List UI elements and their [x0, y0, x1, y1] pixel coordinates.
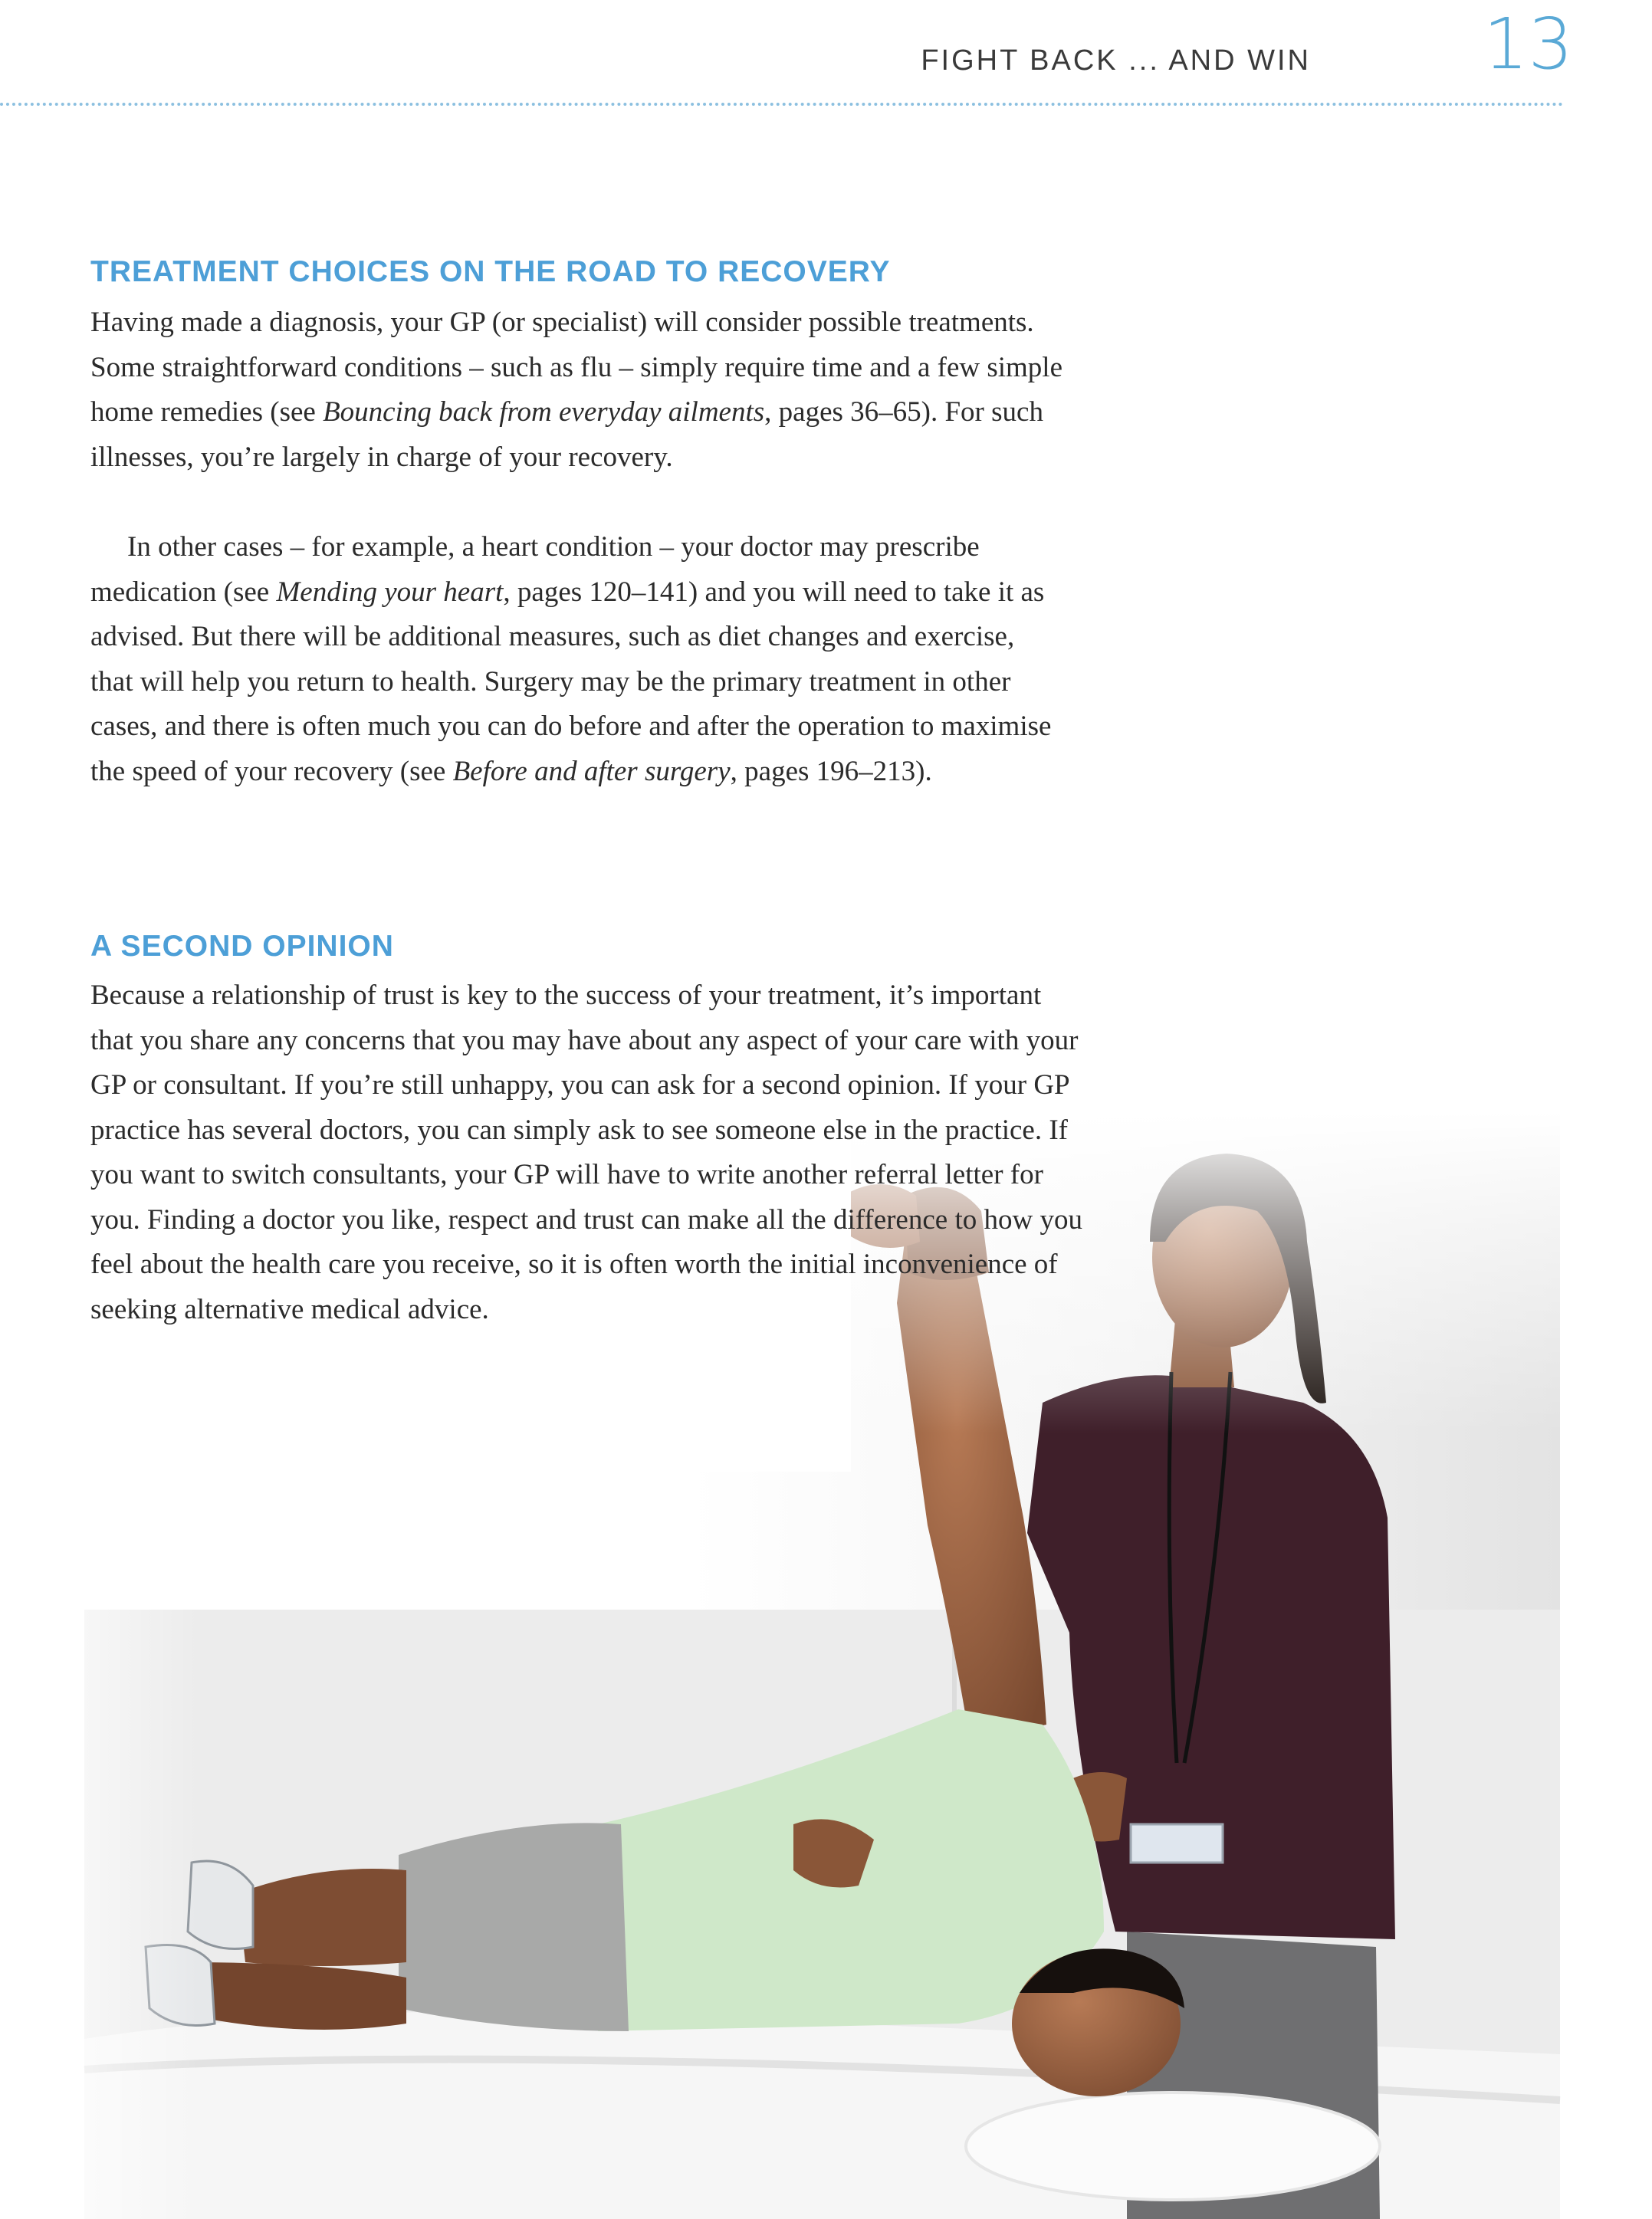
- section-heading-treatment-choices: TREATMENT CHOICES ON THE ROAD TO RECOVERY: [90, 255, 891, 288]
- second-opinion-paragraph: [90, 973, 1087, 1332]
- treatment-paragraph-1: [90, 300, 1087, 480]
- section-heading-second-opinion: A SECOND OPINION: [90, 930, 394, 963]
- text-run: , pages 196–213).: [730, 755, 932, 787]
- treatment-paragraph-2: [90, 525, 1056, 794]
- patient-shorts: [399, 1823, 629, 2031]
- text-run: , pages 36–65). For such illnesses, you’re largely in charge of your recovery.: [90, 396, 1043, 473]
- cross-reference: Mending your heart: [276, 576, 504, 608]
- text-run: , pages 120–141) and you will need to take it as advised. But there will be additional measures, such as diet changes and exercise, that will help you return to health. Surgery may be the primary treatment in other cases, and there is often much you can do before and after the operation to maximise the speed of your recovery (see: [90, 576, 1052, 787]
- text-run: Because a relationship of trust is key to the success of your treatment, it’s important that you share any concerns that you may have about any aspect of your care with your GP or consultant. If you’re still unhappy, you can ask for a second opinion. If your GP practice has several doctors, you can simply ask to see someone else in the practice. If you want to switch consultants, your GP will have to write another referral letter for you. Finding a doctor you like, respect and trust can make all the difference to how you feel about the health care you receive, so it is often worth the initial inconvenience of seeking alternative medical advice.: [90, 980, 1082, 1325]
- page-number: 13: [1483, 3, 1574, 85]
- running-head: FIGHT BACK ... AND WIN: [921, 44, 1311, 77]
- text-run: Having made a diagnosis, your GP (or specialist) will consider possible treatments. Some straightforward conditions – such as flu – simply require time and a few simple home remedies (see: [90, 307, 1063, 428]
- cross-reference: Before and after surgery: [452, 755, 731, 787]
- dotted-rule-divider: [0, 103, 1564, 106]
- text-run: In other cases – for example, a heart condition – your doctor may prescribe medication (see: [90, 531, 980, 608]
- cross-reference: Bouncing back from everyday ailments: [323, 396, 765, 428]
- pillow: [966, 2093, 1380, 2200]
- id-badge: [1131, 1824, 1223, 1863]
